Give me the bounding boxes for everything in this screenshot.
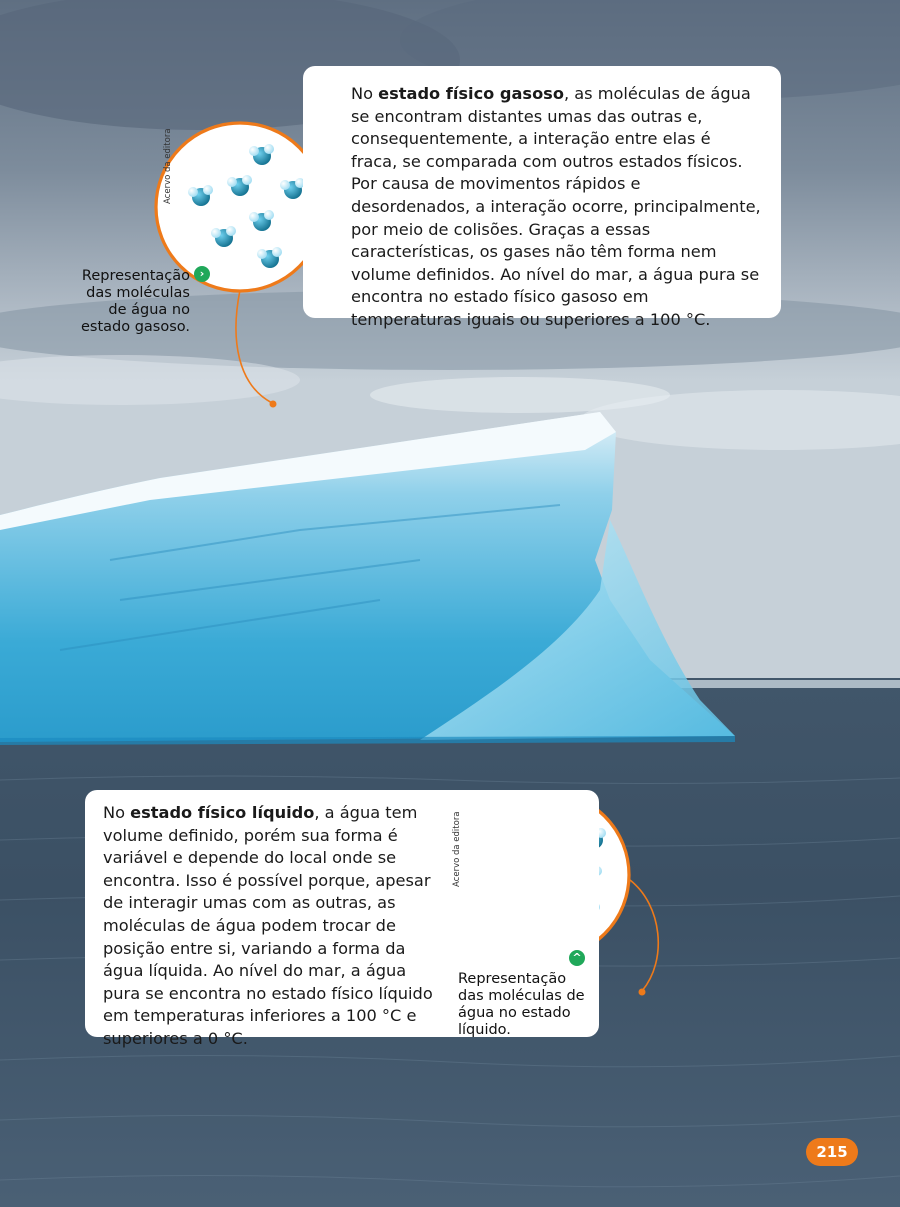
gas-caption: Representação das moléculas de água no estado gasoso. xyxy=(80,268,190,335)
gas-intro: No xyxy=(351,84,379,103)
page-number: 215 xyxy=(806,1138,858,1166)
chevron-right-icon: › xyxy=(194,266,210,282)
liquid-image-credit: Acervo da editora xyxy=(452,811,462,887)
gas-state-text-card xyxy=(303,66,781,329)
chevron-up-icon: ^ xyxy=(569,950,585,966)
gas-term: estado físico gasoso xyxy=(378,84,564,103)
liquid-body: , a água tem volume definido, porém sua forma é variável e depende do local onde se encontra. Isso é possível porque, apesar de interagir umas com as outras, as moléculas de água podem trocar de posição entre si, variando a forma da água líquida. Ao nível do mar, a água pura se encontra no estado físico líquido em temperaturas inferiores a 100 °C e superiores a 0 °C. xyxy=(103,803,433,1048)
gas-image-credit: Acervo da editora xyxy=(163,128,173,204)
liquid-term: estado físico líquido xyxy=(130,803,315,822)
liquid-caption: Representação das moléculas de água no estado líquido. xyxy=(458,971,585,1038)
gas-state-paragraph xyxy=(351,83,761,332)
gas-molecules-diagram xyxy=(156,123,324,291)
liquid-intro: No xyxy=(103,803,131,822)
gas-body: , as moléculas de água se encontram distantes umas das outras e, consequentemente, a interação entre elas é fraca, se comparada com outros estados físicos. Por causa de movimentos rápidos e desordenados, a interação ocorre, principalmente, por meio de colisões. Graças a essas características, os gases não têm forma nem volume definidos. Ao nível do mar, a água pura se encontra no estado físico gasoso em temperaturas iguais ou superiores a 100 °C. xyxy=(351,84,761,329)
liquid-state-paragraph xyxy=(103,802,443,1051)
